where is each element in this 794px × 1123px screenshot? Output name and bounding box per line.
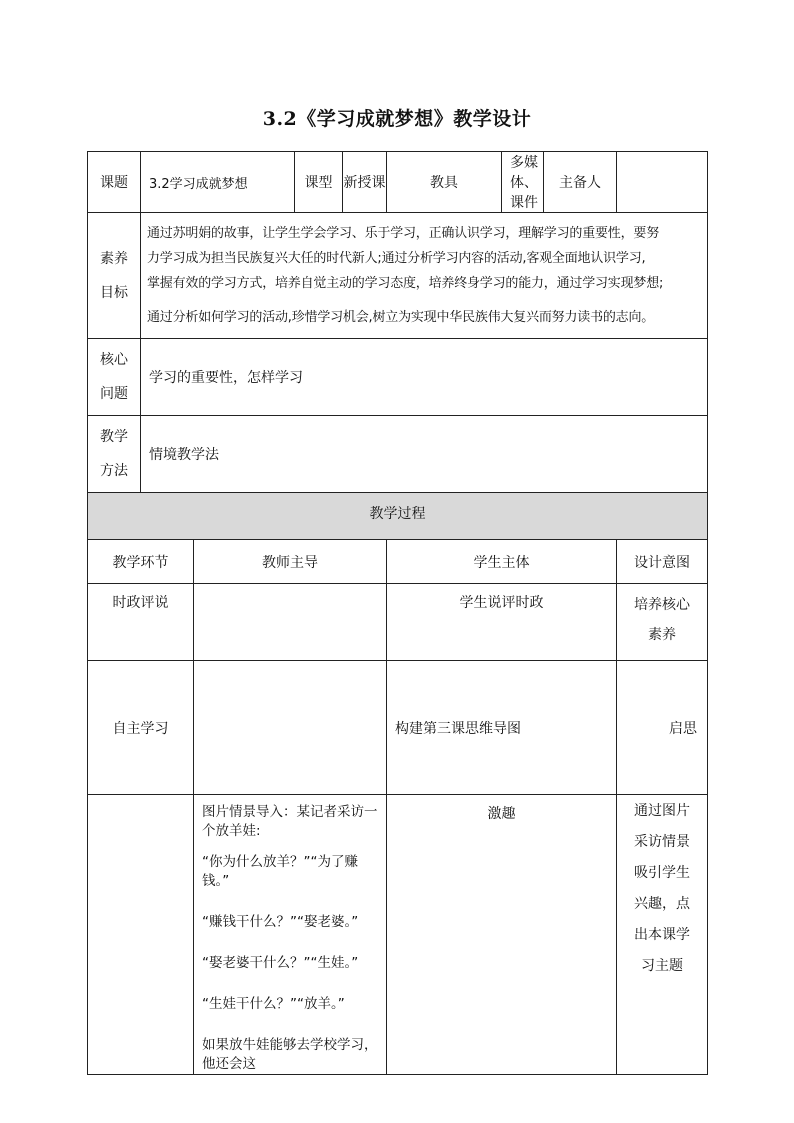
goals-text xyxy=(141,213,708,339)
header-teacher: 教师主导 xyxy=(194,540,387,584)
teaching-aids-value: 多媒体、课件 xyxy=(502,152,544,213)
stage-cell: 自主学习 xyxy=(88,661,194,795)
intent-line: 采访情景 xyxy=(634,834,691,850)
intent-line: 通过图片 xyxy=(634,803,691,819)
core-problem-value: 学习的重要性，怎样学习 xyxy=(141,339,708,416)
teacher-line: 图片情景导入：某记者采访一个放羊娃: xyxy=(202,804,378,839)
core-problem-label xyxy=(88,339,141,416)
teacher-line: “娶老婆干什么？”“生娃。” xyxy=(202,955,359,971)
intent-line: 吸引学生 xyxy=(634,865,691,881)
teacher-cell xyxy=(194,661,387,795)
intent-cell: 启思 xyxy=(617,661,708,795)
process-header-row xyxy=(88,540,708,584)
teacher-cell xyxy=(194,795,387,1075)
lesson-type-value: 新授课 xyxy=(343,152,387,213)
teacher-cell xyxy=(194,584,387,661)
preparer-value xyxy=(617,152,708,213)
teacher-line: “你为什么放羊？”“为了赚钱。” xyxy=(202,854,358,889)
intent-line: 培养核心 xyxy=(634,597,691,613)
intent-line: 兴趣，点 xyxy=(634,896,691,912)
goals-label-line2: 目标 xyxy=(100,284,128,301)
process-section-row xyxy=(88,493,708,540)
goals-row xyxy=(88,213,708,339)
preparer-label: 主备人 xyxy=(544,152,617,213)
process-section-title: 教学过程 xyxy=(88,493,708,540)
intent-line: 素养 xyxy=(648,627,677,643)
topic-label: 课题 xyxy=(88,152,141,213)
teacher-line: 如果放牛娃能够去学校学习，他还会这 xyxy=(202,1037,378,1072)
student-cell: 学生说评时政 xyxy=(387,584,617,661)
teaching-method-label xyxy=(88,416,141,493)
method-label-line2: 方法 xyxy=(100,463,128,479)
intent-cell xyxy=(617,584,708,661)
goals-line-4: 通过分析如何学习的活动,珍惜学习机会,树立为实现中华民族伟大复兴而努力读书的志向。 xyxy=(147,310,655,325)
intent-cell xyxy=(617,795,708,1075)
intent-line: 习主题 xyxy=(641,958,684,974)
info-row xyxy=(88,152,708,213)
stage-cell xyxy=(88,795,194,1075)
student-cell: 激趣 xyxy=(387,795,617,1075)
goals-label xyxy=(88,213,141,339)
header-intent: 设计意图 xyxy=(617,540,708,584)
method-label-line1: 教学 xyxy=(100,429,128,445)
document-title: 3.2《学习成就梦想》教学设计 xyxy=(262,108,532,130)
process-row xyxy=(88,584,708,661)
teacher-line: “生娃干什么？”“放羊。” xyxy=(202,996,345,1012)
teaching-method-value: 情境教学法 xyxy=(141,416,708,493)
process-row xyxy=(88,661,708,795)
teacher-line: “赚钱干什么？”“娶老婆。” xyxy=(202,914,359,930)
teaching-method-row xyxy=(88,416,708,493)
core-label-line2: 问题 xyxy=(100,386,128,402)
teaching-aids-label: 教具 xyxy=(387,152,502,213)
student-cell: 构建第三课思维导图 xyxy=(387,661,617,795)
header-student: 学生主体 xyxy=(387,540,617,584)
goals-line-3: 掌握有效的学习方式，培养自觉主动的学习态度，培养终身学习的能力，通过学习实现梦想; xyxy=(147,276,664,291)
topic-value: 3.2学习成就梦想 xyxy=(141,152,295,213)
header-stage: 教学环节 xyxy=(88,540,194,584)
core-problem-row xyxy=(88,339,708,416)
process-row xyxy=(88,795,708,1075)
lesson-plan-table xyxy=(87,151,708,1075)
core-label-line1: 核心 xyxy=(100,352,128,368)
goals-line-1: 通过苏明娟的故事，让学生学会学习、乐于学习，正确认识学习，理解学习的重要性，要努 xyxy=(147,226,660,241)
lesson-type-label: 课型 xyxy=(295,152,343,213)
goals-line-2: 力学习成为担当民族复兴大任的时代新人;通过分析学习内容的活动,客观全面地认识学习, xyxy=(147,251,646,266)
goals-label-line1: 素养 xyxy=(100,250,128,267)
intent-line: 出本课学 xyxy=(634,927,691,943)
stage-cell: 时政评说 xyxy=(88,584,194,661)
